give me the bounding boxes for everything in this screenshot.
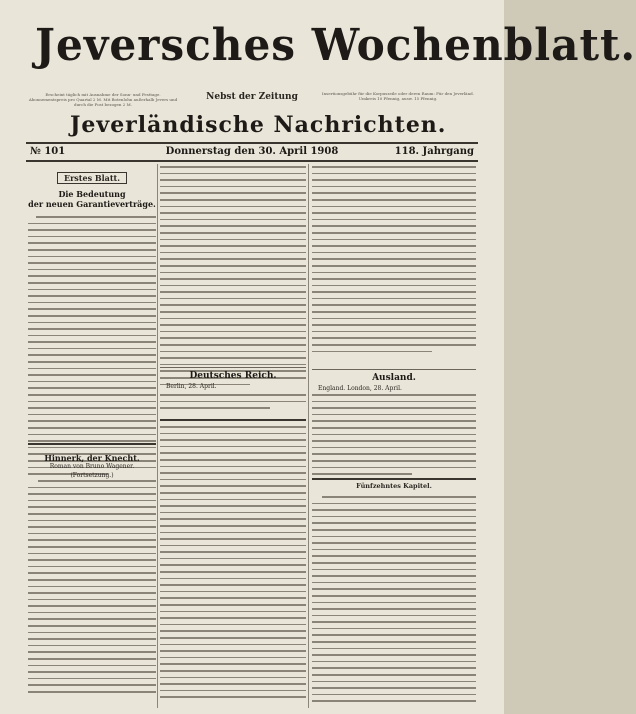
article-text-continued [160,166,306,390]
masthead-title: Jeversches Wochenblatt. [35,20,636,71]
insertion-note: Insertionsgebühr für die Korpuszeile oder deren Raum: Für den Jeverländ. Umkreis 10 Pfennig, ausw. 15 Pfennig. [322,91,474,101]
subscription-note: Erscheint täglich mit Ausnahme der Sonn- und Festtage. Abonnementspreis pro Quartal 2 M. Mit Botenlohn außerhalb Jevers und durch die Post bezogen 2 M. [28,92,178,107]
article-title: Die Bedeutung [58,189,126,199]
issue-date: Donnerstag den 30. April 1908 [165,146,339,157]
reich-text [160,394,306,414]
feuilleton-text [28,480,156,698]
article-title-2: der neuen Garantieverträge. [28,199,156,209]
column-divider [308,164,309,708]
ausland-text [312,394,476,480]
berlin-dateline: Berlin, 28. April. [166,383,217,390]
column-2 [160,164,306,708]
section-erstes-blatt: Erstes Blatt. [57,172,127,184]
section-deutsches-reich: Deutsches Reich. [189,371,277,381]
chapter-text [312,496,476,707]
dateline [26,145,478,159]
rule-bottom [26,160,478,162]
rule-top [26,142,478,144]
masthead-subtitle: Nebst der Zeitung [206,92,298,102]
issue-number: № 101 [30,146,66,157]
column-3 [312,164,476,708]
feuilleton-title: Hinnerk, der Knecht. [44,453,140,463]
chapter-heading: Fünfzehntes Kapitel. [356,482,432,490]
column-divider [157,164,158,708]
column-1 [28,164,156,708]
section-ausland: Ausland. [372,373,416,383]
feuilleton-text-2 [160,426,306,703]
article-text-col3 [312,166,476,357]
volume-year: 118. Jahrgang [394,146,474,157]
secondary-title: Jeverländische Nachrichten. [70,112,447,138]
feuilleton-author: Roman von Bruno Wagener. [49,463,135,470]
england-dateline: England. London, 28. April. [318,385,402,392]
feuilleton-note: (Fortsetzung.) [70,472,114,479]
